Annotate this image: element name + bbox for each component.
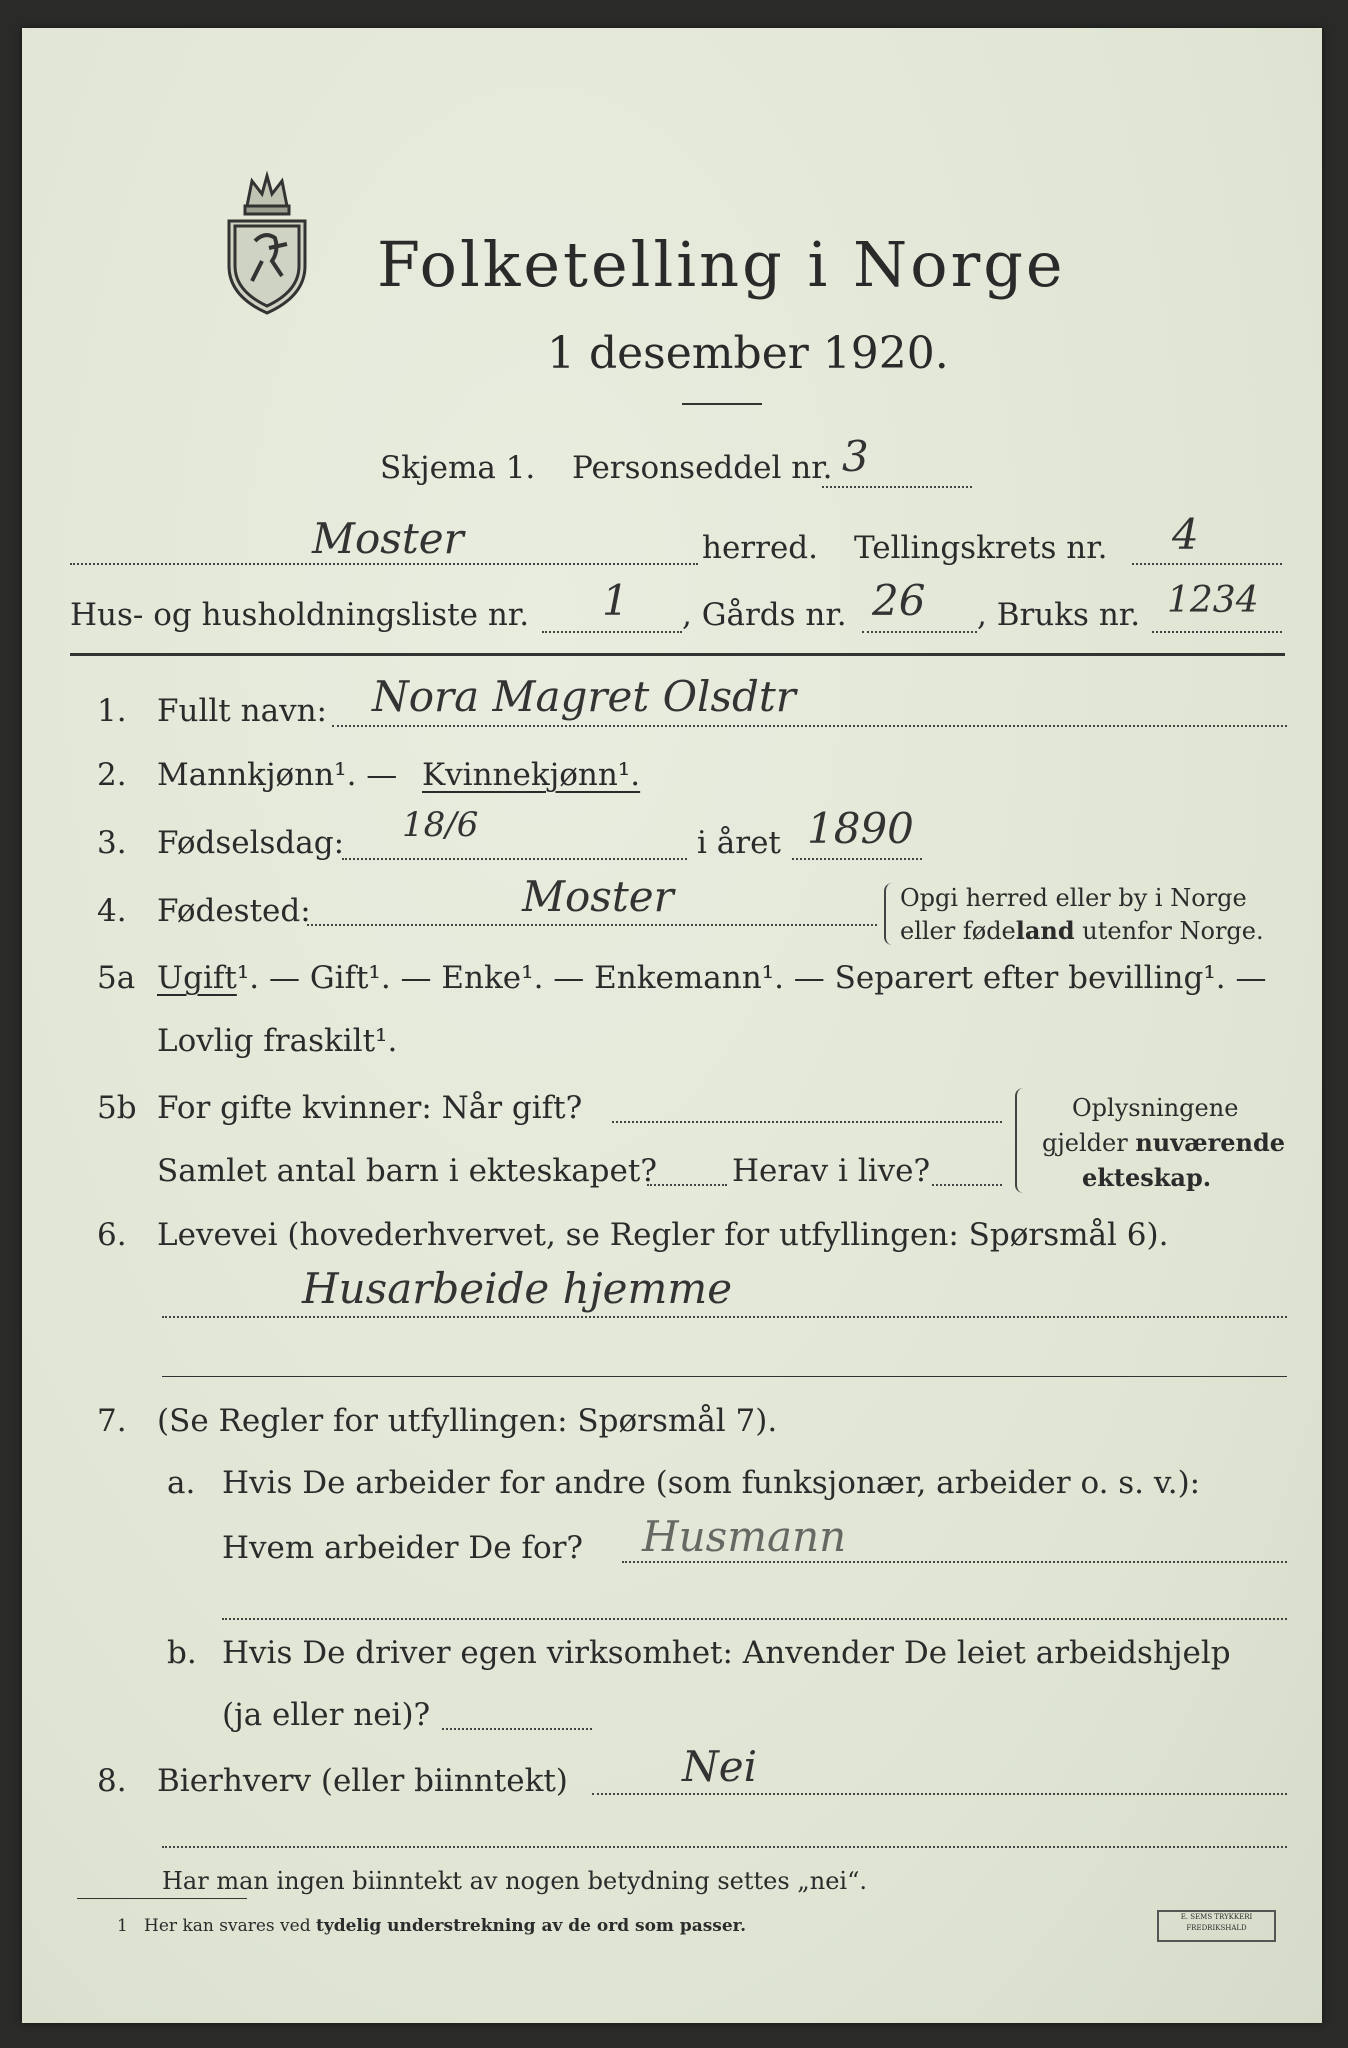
birthplace-note-1: Opgi herred eller by i Norge: [900, 884, 1247, 912]
printer-stamp: E. SEMS TRYKKERI FREDRIKSHALD: [1157, 1910, 1276, 1942]
employer-line-2: [222, 1618, 1287, 1620]
q1-number: 1.: [97, 693, 127, 729]
census-date: 1 desember 1920.: [547, 328, 949, 379]
bruks-label: , Bruks nr.: [977, 597, 1141, 633]
children-alive-label: Herav i live?: [732, 1153, 931, 1189]
full-name-value: Nora Magret Olsdtr: [372, 672, 796, 721]
gards-label: , Gårds nr.: [682, 597, 847, 633]
q8-number: 8.: [97, 1763, 127, 1799]
q7-label: (Se Regler for utfyllingen: Spørsmål 7).: [157, 1403, 778, 1439]
q5a-number: 5a: [97, 960, 136, 996]
side-income-value: Nei: [682, 1742, 758, 1791]
gards-value: 26: [872, 576, 926, 625]
children-alive-line: [932, 1184, 1002, 1186]
q7a-letter: a.: [167, 1465, 196, 1501]
q7b-letter: b.: [167, 1635, 197, 1671]
married-when-label: For gifte kvinner: Når gift?: [157, 1090, 583, 1126]
ugift-option: Ugift: [157, 960, 237, 996]
norway-coat-of-arms-icon: [217, 166, 317, 316]
birthplace-brace: [884, 883, 894, 945]
children-total-label: Samlet antal barn i ekteskapet?: [157, 1153, 657, 1189]
bruks-value: 1234: [1167, 580, 1259, 621]
herred-line: [70, 563, 698, 565]
q4-label: Fødested:: [157, 893, 311, 929]
bruks-line: [1152, 631, 1282, 633]
herred-value: Moster: [312, 514, 464, 563]
no-income-note: Har man ingen biinntekt av nogen betydning settes „nei“.: [162, 1867, 867, 1895]
lovlig-fraskilt-option: Lovlig fraskilt¹.: [157, 1023, 398, 1059]
mannkjonn-option: Mannkjønn¹. —: [157, 757, 398, 793]
marriage-brace: [1015, 1088, 1027, 1193]
q6-number: 6.: [97, 1217, 127, 1253]
gards-line: [862, 631, 977, 633]
q1-label: Fullt navn:: [157, 693, 327, 729]
q3-label: Fødselsdag:: [157, 825, 345, 861]
tellingskrets-line: [1132, 563, 1282, 565]
q7-number: 7.: [97, 1403, 127, 1439]
husholdningsliste-label: Hus- og husholdningsliste nr.: [70, 597, 530, 633]
personseddel-line: [822, 486, 972, 488]
birth-year-value: 1890: [807, 804, 914, 853]
q4-number: 4.: [97, 893, 127, 929]
employer-line-1: [622, 1561, 1287, 1563]
q7b-line-2: (ja eller nei)?: [222, 1697, 431, 1733]
employer-value: Husmann: [642, 1512, 847, 1561]
q2-number: 2.: [97, 757, 127, 793]
birthplace-line: [307, 924, 877, 926]
birthplace-value: Moster: [522, 872, 674, 921]
husholdningsliste-line: [542, 631, 682, 633]
husholdningsliste-value: 1: [602, 576, 629, 625]
personseddel-value: 3: [842, 432, 869, 481]
title-divider: [682, 403, 762, 405]
herred-label: herred.: [702, 530, 818, 566]
census-form: [22, 28, 1322, 2023]
year-label: i året: [697, 825, 781, 861]
occupation-line-1: [162, 1316, 1287, 1318]
full-name-line: [332, 725, 1287, 727]
birthdate-line: [342, 858, 687, 860]
birthplace-note-2: eller fødeland utenfor Norge.: [900, 916, 1264, 945]
form-title: Folketelling i Norge: [377, 228, 1066, 301]
tellingskrets-label: Tellingskrets nr.: [854, 530, 1108, 566]
marriage-note-1: Oplysningene: [1072, 1094, 1239, 1122]
children-total-line: [647, 1184, 727, 1186]
marriage-note-2: gjelder nuværende: [1042, 1128, 1286, 1157]
q3-number: 3.: [97, 825, 127, 861]
personseddel-label: Personseddel nr.: [572, 450, 833, 486]
side-income-line-2: [162, 1846, 1287, 1848]
q7b-line-1: Hvis De driver egen virksomhet: Anvender De leiet arbeidshjelp: [222, 1635, 1231, 1671]
marital-status-options: Ugift¹. — Gift¹. — Enke¹. — Enkemann¹. — Separert efter bevilling¹. —: [157, 960, 1267, 996]
marriage-note-3: ekteskap.: [1082, 1163, 1212, 1192]
footnote-rule: [77, 1898, 247, 1899]
side-income-line-1: [592, 1793, 1287, 1795]
header-divider: [70, 653, 1285, 656]
kvinnekjonn-option: Kvinnekjønn¹.: [422, 757, 641, 793]
occupation-line-2: [162, 1376, 1287, 1377]
footnote: 1 Her kan svares ved tydelig understrekning av de ord som passer.: [117, 1916, 746, 1936]
q5b-number: 5b: [97, 1090, 137, 1126]
birthdate-value: 18/6: [402, 805, 479, 845]
q6-label: Levevei (hovederhvervet, se Regler for utfyllingen: Spørsmål 6).: [157, 1217, 1169, 1253]
tellingskrets-value: 4: [1172, 510, 1199, 559]
q7a-line-1: Hvis De arbeider for andre (som funksjonær, arbeider o. s. v.):: [222, 1465, 1201, 1501]
birth-year-line: [792, 858, 922, 860]
q7a-line-2: Hvem arbeider De for?: [222, 1530, 584, 1566]
q8-label: Bierhverv (eller biinntekt): [157, 1763, 568, 1799]
occupation-value: Husarbeide hjemme: [302, 1264, 733, 1313]
married-when-line: [612, 1121, 1002, 1123]
skjema-label: Skjema 1.: [380, 450, 536, 486]
hired-help-line: [442, 1728, 592, 1730]
